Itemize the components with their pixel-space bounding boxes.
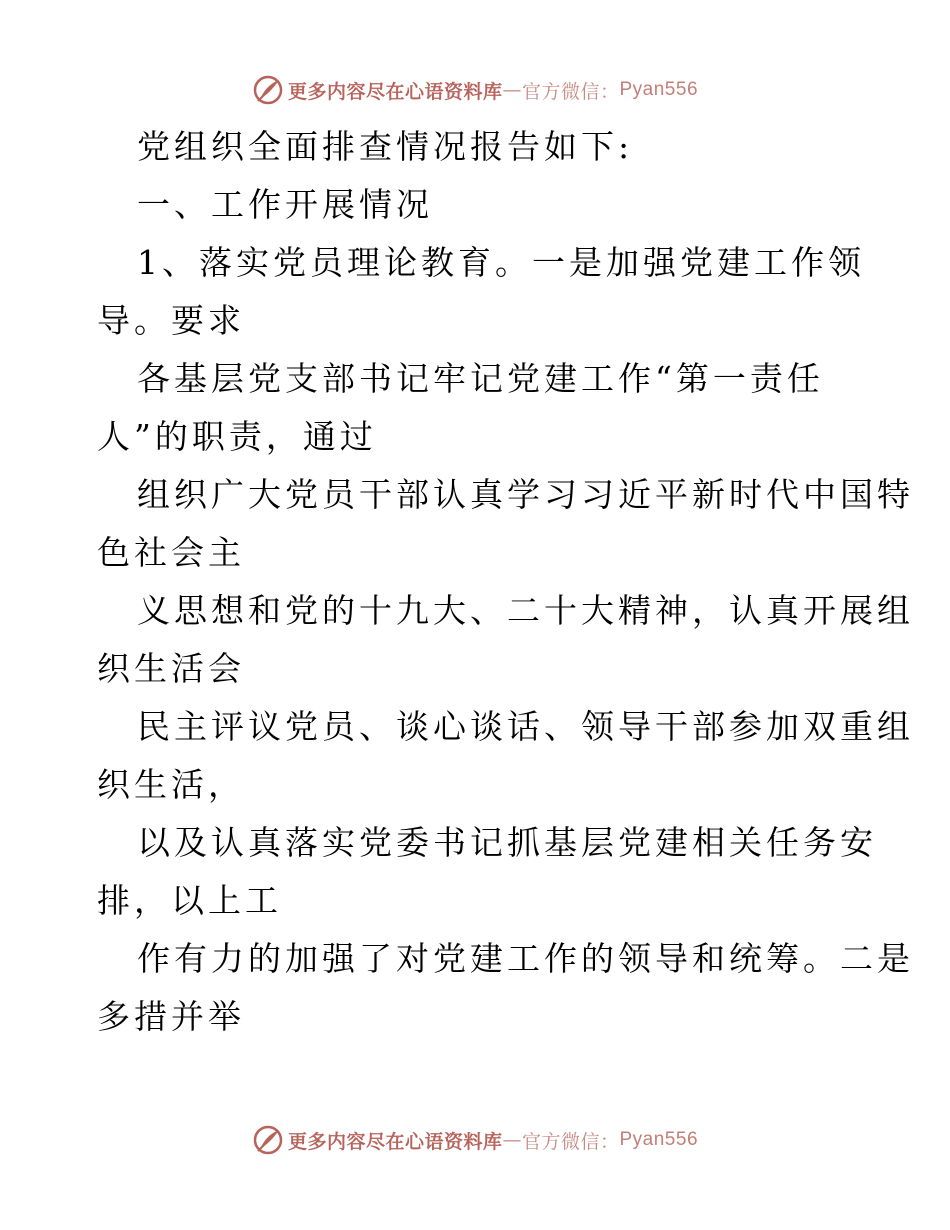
text-line: 排，以上工: [97, 881, 282, 920]
text-line: 义思想和党的十九大、二十大精神，认真开展组: [137, 591, 914, 630]
watermark-separator: —: [502, 79, 522, 101]
text-line: 色社会主: [97, 533, 245, 572]
text-line: 党组织全面排查情况报告如下:: [137, 127, 634, 166]
text-line: 组织广大党员干部认真学习习近平新时代中国特: [137, 475, 914, 514]
feather-logo-icon: [252, 1124, 284, 1156]
watermark-sub-text: 官方微信：: [521, 80, 620, 103]
text-line: 各基层党支部书记牢记党建工作“第一责任: [137, 359, 824, 398]
header-watermark: [0, 70, 950, 110]
text-line: 一、工作开展情况: [137, 185, 433, 224]
text-line: 作有力的加强了对党建工作的领导和统筹。二是: [137, 939, 914, 978]
text-line: 以及认真落实党委书记抓基层党建相关任务安: [137, 823, 877, 862]
watermark-id-text: Pyan556: [619, 79, 699, 100]
text-line: 导。要求: [97, 301, 245, 340]
watermark-separator: —: [502, 1129, 522, 1151]
text-line: 1、落实党员理论教育。一是加强党建工作领: [137, 243, 865, 282]
watermark-main-text: 更多内容尽在心语资料库: [287, 80, 503, 103]
feather-logo-icon: [252, 74, 284, 106]
text-line: 织生活会: [97, 649, 245, 688]
watermark-sub-text: 官方微信：: [521, 1130, 620, 1153]
text-line: 民主评议党员、谈心谈话、领导干部参加双重组: [137, 707, 914, 746]
watermark-id-text: Pyan556: [619, 1129, 699, 1150]
footer-watermark: [0, 1120, 950, 1160]
text-line: 多措并举: [97, 997, 245, 1036]
watermark-main-text: 更多内容尽在心语资料库: [287, 1130, 503, 1153]
text-line: 人”的职责，通过: [97, 417, 377, 456]
text-line: 织生活，: [97, 765, 245, 804]
